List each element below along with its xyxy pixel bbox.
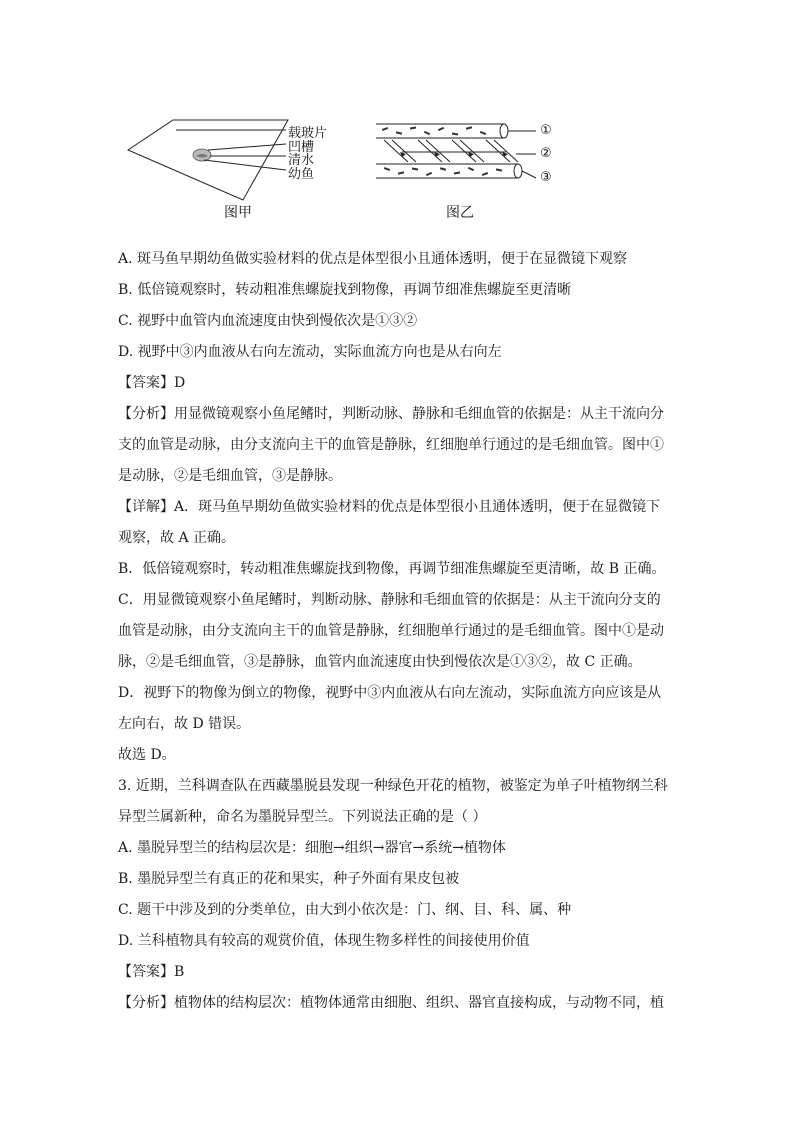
q3-option-c: C. 题干中涉及到的分类单位，由大到小依次是：门、纲、目、科、属、种 <box>118 902 572 918</box>
q3-stem-line: 异型兰属新种，命名为墨脱异型兰。下列说法正确的是（ ） <box>118 809 487 825</box>
figure-jia <box>118 112 358 222</box>
q2-detail-line: C．用显微镜观察小鱼尾鳍时，判断动脉、静脉和毛细血管的依据是：从主干流向分支的 <box>118 592 661 608</box>
label-slide: 载玻片 <box>288 126 328 141</box>
q3-option-d: D. 兰科植物具有较高的观赏价值，体现生物多样性的间接使用价值 <box>118 933 530 949</box>
q2-analysis-line: 【分析】用显微镜观察小鱼尾鳍时，判断动脉、静脉和毛细血管的依据是：从主干流向分 <box>118 406 664 422</box>
q2-detail-line: 观察，故 A 正确。 <box>118 530 236 546</box>
q3-option-b: B. 墨脱异型兰有真正的花和果实，种子外面有果皮包被 <box>118 871 460 887</box>
q3-stem-line: 3. 近期，兰科调查队在西藏墨脱县发现一种绿色开花的植物，被鉴定为单子叶植物纲兰科 <box>118 778 668 794</box>
label-fish: 幼鱼 <box>288 167 315 182</box>
label-vessel-3: ③ <box>540 170 552 185</box>
q2-detail-line: 故选 D。 <box>118 747 176 763</box>
q3-option-a: A. 墨脱异型兰的结构层次是：细胞→组织→器官→系统→植物体 <box>118 840 506 856</box>
q2-detail-line: B．低倍镜观察时，转动粗准焦螺旋找到物像，再调节细准焦螺旋至更清晰，故 B 正确。 <box>118 561 666 577</box>
q2-detail <box>118 492 678 771</box>
q3-options <box>118 833 678 957</box>
q3-answer: 【答案】B <box>118 964 185 980</box>
label-vessel-2: ② <box>540 146 552 161</box>
q2-detail-line: 脉，②是毛细血管，③是静脉，血管内血流速度由快到慢依次是①③②，故 C 正确。 <box>118 654 642 670</box>
label-water: 清水 <box>288 153 315 168</box>
q2-option-d: D. 视野中③内血液从右向左流动，实际血流方向也是从右向左 <box>118 344 502 360</box>
q2-detail-line: 【详解】A．斑马鱼早期幼鱼做实验材料的优点是体型很小且通体透明，便于在显微镜下 <box>118 499 661 515</box>
q2-detail-line: 左向右，故 D 错误。 <box>118 716 251 732</box>
q2-option-b: B. 低倍镜观察时，转动粗准焦螺旋找到物像，再调节细准焦螺旋至更清晰 <box>118 282 572 298</box>
q2-option-c: C. 视野中血管内血流速度由快到慢依次是①③② <box>118 313 418 329</box>
q2-detail-line: 血管是动脉，由分支流向主干的血管是静脉，红细胞单行通过的是毛细血管。图中①是动 <box>118 623 664 639</box>
label-groove: 凹槽 <box>288 140 315 155</box>
q2-analysis-line: 是动脉，②是毛细血管，③是静脉。 <box>118 468 342 484</box>
question-content <box>118 244 678 1019</box>
q3-analysis-line: 【分析】植物体的结构层次：植物体通常由细胞、组织、器官直接构成，与动物不同，植 <box>118 995 664 1011</box>
figure-yi <box>366 112 566 222</box>
q3-stem <box>118 771 678 833</box>
q2-analysis <box>118 399 678 492</box>
q2-detail-line: D．视野下的物像为倒立的物像，视野中③内血液从右向左流动，实际血流方向应该是从 <box>118 685 662 701</box>
figure-row <box>118 112 568 222</box>
q2-option-a: A. 斑马鱼早期幼鱼做实验材料的优点是体型很小且通体透明，便于在显微镜下观察 <box>118 251 628 267</box>
caption-jia: 图甲 <box>224 205 252 221</box>
caption-yi: 图乙 <box>446 205 474 221</box>
q2-answer: 【答案】D <box>118 375 186 391</box>
label-vessel-1: ① <box>540 123 552 138</box>
q2-analysis-line: 支的血管是动脉，由分支流向主干的血管是静脉，红细胞单行通过的是毛细血管。图中① <box>118 437 664 453</box>
q2-options <box>118 244 678 368</box>
